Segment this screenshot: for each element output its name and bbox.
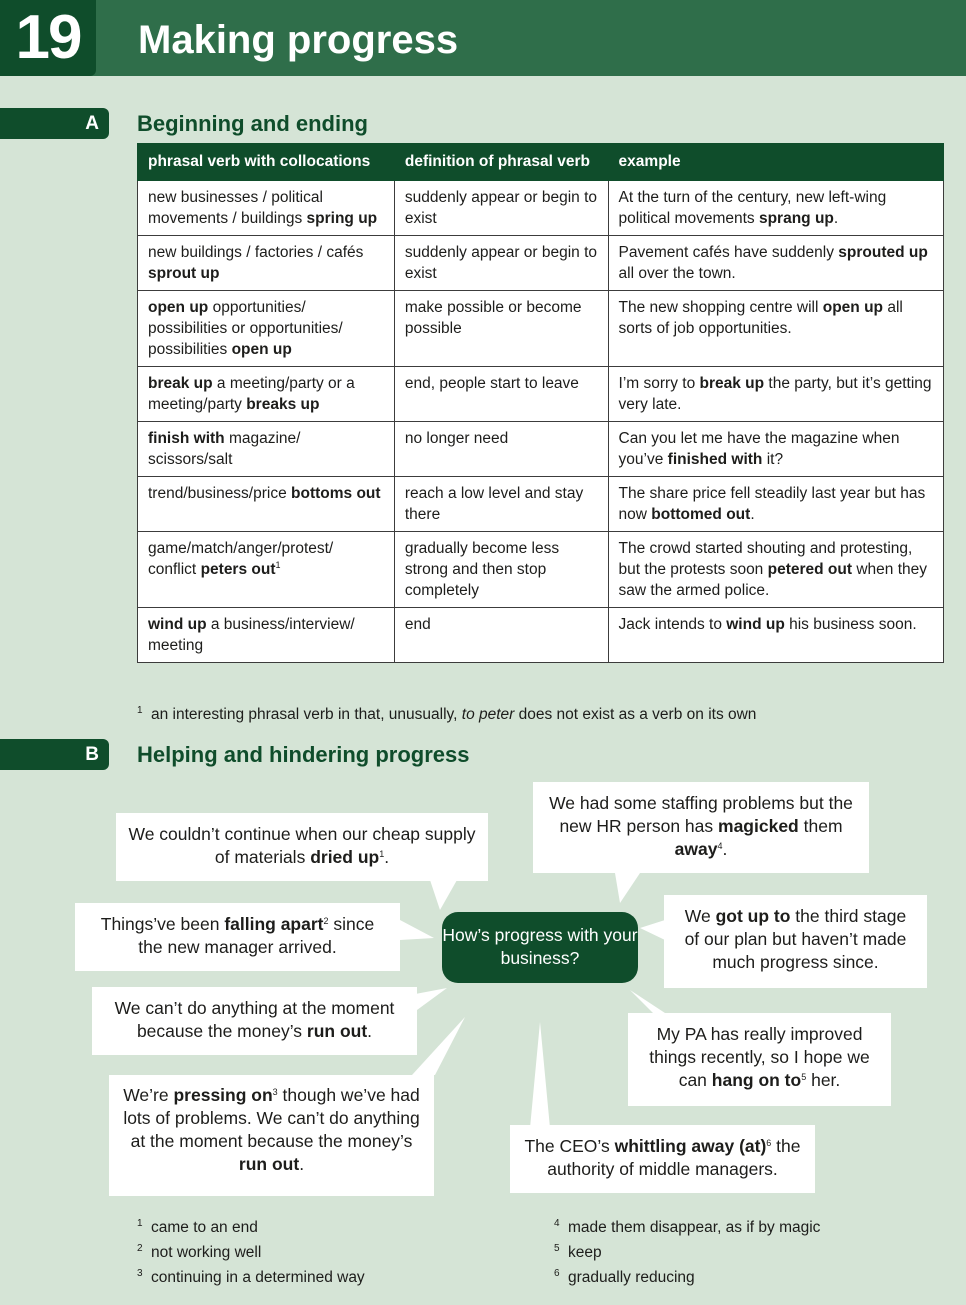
example-cell: The new shopping centre will open up all sorts of job opportunities. <box>608 291 943 367</box>
pointer-magicked-away <box>615 873 640 903</box>
column-header: definition of phrasal verb <box>394 144 608 181</box>
definition-cell: make possible or become possible <box>394 291 608 367</box>
footnote-number: 2 <box>137 1243 143 1254</box>
bubble-dried-up: We couldn’t continue when our cheap supply of materials dried $up^1$. <box>116 813 488 881</box>
footnote-text: continuing in a determined way <box>151 1269 365 1286</box>
section-a-tab: A <box>0 108 109 139</box>
example-cell: At the turn of the century, new left-wing political movements sprang up. <box>608 181 943 236</box>
bubble-got-up-to: We got up to the third stage of our plan but haven’t made much progress since. <box>664 895 927 988</box>
example-cell: I’m sorry to break up the party, but it’s getting very late. <box>608 367 943 422</box>
section-a-title: Beginning and ending <box>137 111 368 136</box>
footnote-text: not working well <box>151 1244 262 1261</box>
footnote-item <box>137 1213 365 1238</box>
footnote-item <box>554 1238 820 1263</box>
footnote-item <box>554 1213 820 1238</box>
example-cell: Pavement cafés have suddenly sprouted up all over the town. <box>608 236 943 291</box>
footnote-item <box>137 1238 365 1263</box>
definition-cell: end <box>394 608 608 663</box>
bubble-magicked-away: We had some staffing problems but the new HR person has magicked them away$^4$. <box>533 782 869 873</box>
column-header: phrasal verb with collocations <box>138 144 395 181</box>
section-b-title: Helping and hindering progress <box>137 742 470 767</box>
pointer-pressing-on <box>412 1017 465 1075</box>
footnote-text: an interesting phrasal verb in that, unusually, to peter does not exist as a verb on its own <box>151 706 757 723</box>
footnotes-left <box>137 1213 365 1288</box>
footnote-number: 1 <box>137 1218 143 1229</box>
pointer-got-up-to <box>640 920 665 940</box>
footnote-number: 6 <box>554 1268 560 1279</box>
example-cell: The crowd started shouting and protesting, but the protests soon petered out when they saw the armed police. <box>608 532 943 608</box>
footnotes-right <box>554 1213 820 1288</box>
phrasal-verb-cell: new buildings / factories / cafés sprout up <box>138 236 395 291</box>
phrasal-verb-cell: wind up a business/interview/ meeting <box>138 608 395 663</box>
example-cell: Can you let me have the magazine when you’ve finished with it? <box>608 422 943 477</box>
bubble-hang-on-to: My PA has really improved things recently, so I hope we can hang on $to^5$ her. <box>628 1013 891 1106</box>
page-title: Making progress <box>138 18 459 62</box>
footnote-text: keep <box>568 1244 602 1261</box>
phrasal-verb-cell: break up a meeting/party or a meeting/party breaks up <box>138 367 395 422</box>
unit-number: 19 <box>0 0 96 76</box>
section-b-tab: B <box>0 739 109 770</box>
phrasal-verb-cell: new businesses / political movements / buildings spring up <box>138 181 395 236</box>
definition-cell: no longer need <box>394 422 608 477</box>
example-cell: The share price fell steadily last year but has now bottomed out. <box>608 477 943 532</box>
bubble-whittling-away: The CEO’s whittling away (at)$^6$ the authority of middle managers. <box>510 1125 815 1193</box>
bubble-run-out: We can’t do anything at the moment because the money’s run out. <box>92 987 417 1055</box>
definition-cell: end, people start to leave <box>394 367 608 422</box>
footnote-number: 5 <box>554 1243 560 1254</box>
phrasal-verb-cell: trend/business/price bottoms out <box>138 477 395 532</box>
pointer-whittling-away <box>530 1022 550 1128</box>
phrasal-verb-cell: game/match/anger/protest/ conflict peters out$^1$ <box>138 532 395 608</box>
definition-cell: suddenly appear or begin to exist <box>394 236 608 291</box>
definition-cell: gradually become less strong and then stop completely <box>394 532 608 608</box>
pointer-falling-apart <box>400 920 434 940</box>
phrasal-verb-cell: finish with magazine/ scissors/salt <box>138 422 395 477</box>
footnote-text: came to an end <box>151 1219 258 1236</box>
bubble-pressing-on: We’re pressing $on^3$ though we’ve had lots of problems. We can’t do anything at the moment because the money’s run out. <box>109 1075 434 1196</box>
pointer-hang-on-to <box>630 990 668 1015</box>
definition-cell: suddenly appear or begin to exist <box>394 181 608 236</box>
pointer-dried-up <box>430 880 457 910</box>
footnote-text: gradually reducing <box>568 1269 695 1286</box>
example-cell: Jack intends to wind up his business soon. <box>608 608 943 663</box>
footnote-number: 4 <box>554 1218 560 1229</box>
center-question-bubble: How’s progress with your business? <box>442 912 638 983</box>
footnote-item <box>554 1263 820 1288</box>
definition-cell: reach a low level and stay there <box>394 477 608 532</box>
phrasal-verb-cell: open up opportunities/ possibilities or opportunities/ possibilities open up <box>138 291 395 367</box>
footnote-item <box>137 1263 365 1288</box>
footnote-number: 3 <box>137 1268 143 1279</box>
bubble-falling-apart: Things’ve been falling apart$^2$ since the new manager arrived. <box>75 903 400 971</box>
footnote-number: 1 <box>137 705 143 716</box>
column-header: example <box>608 144 943 181</box>
footnote-text: made them disappear, as if by magic <box>568 1219 821 1236</box>
